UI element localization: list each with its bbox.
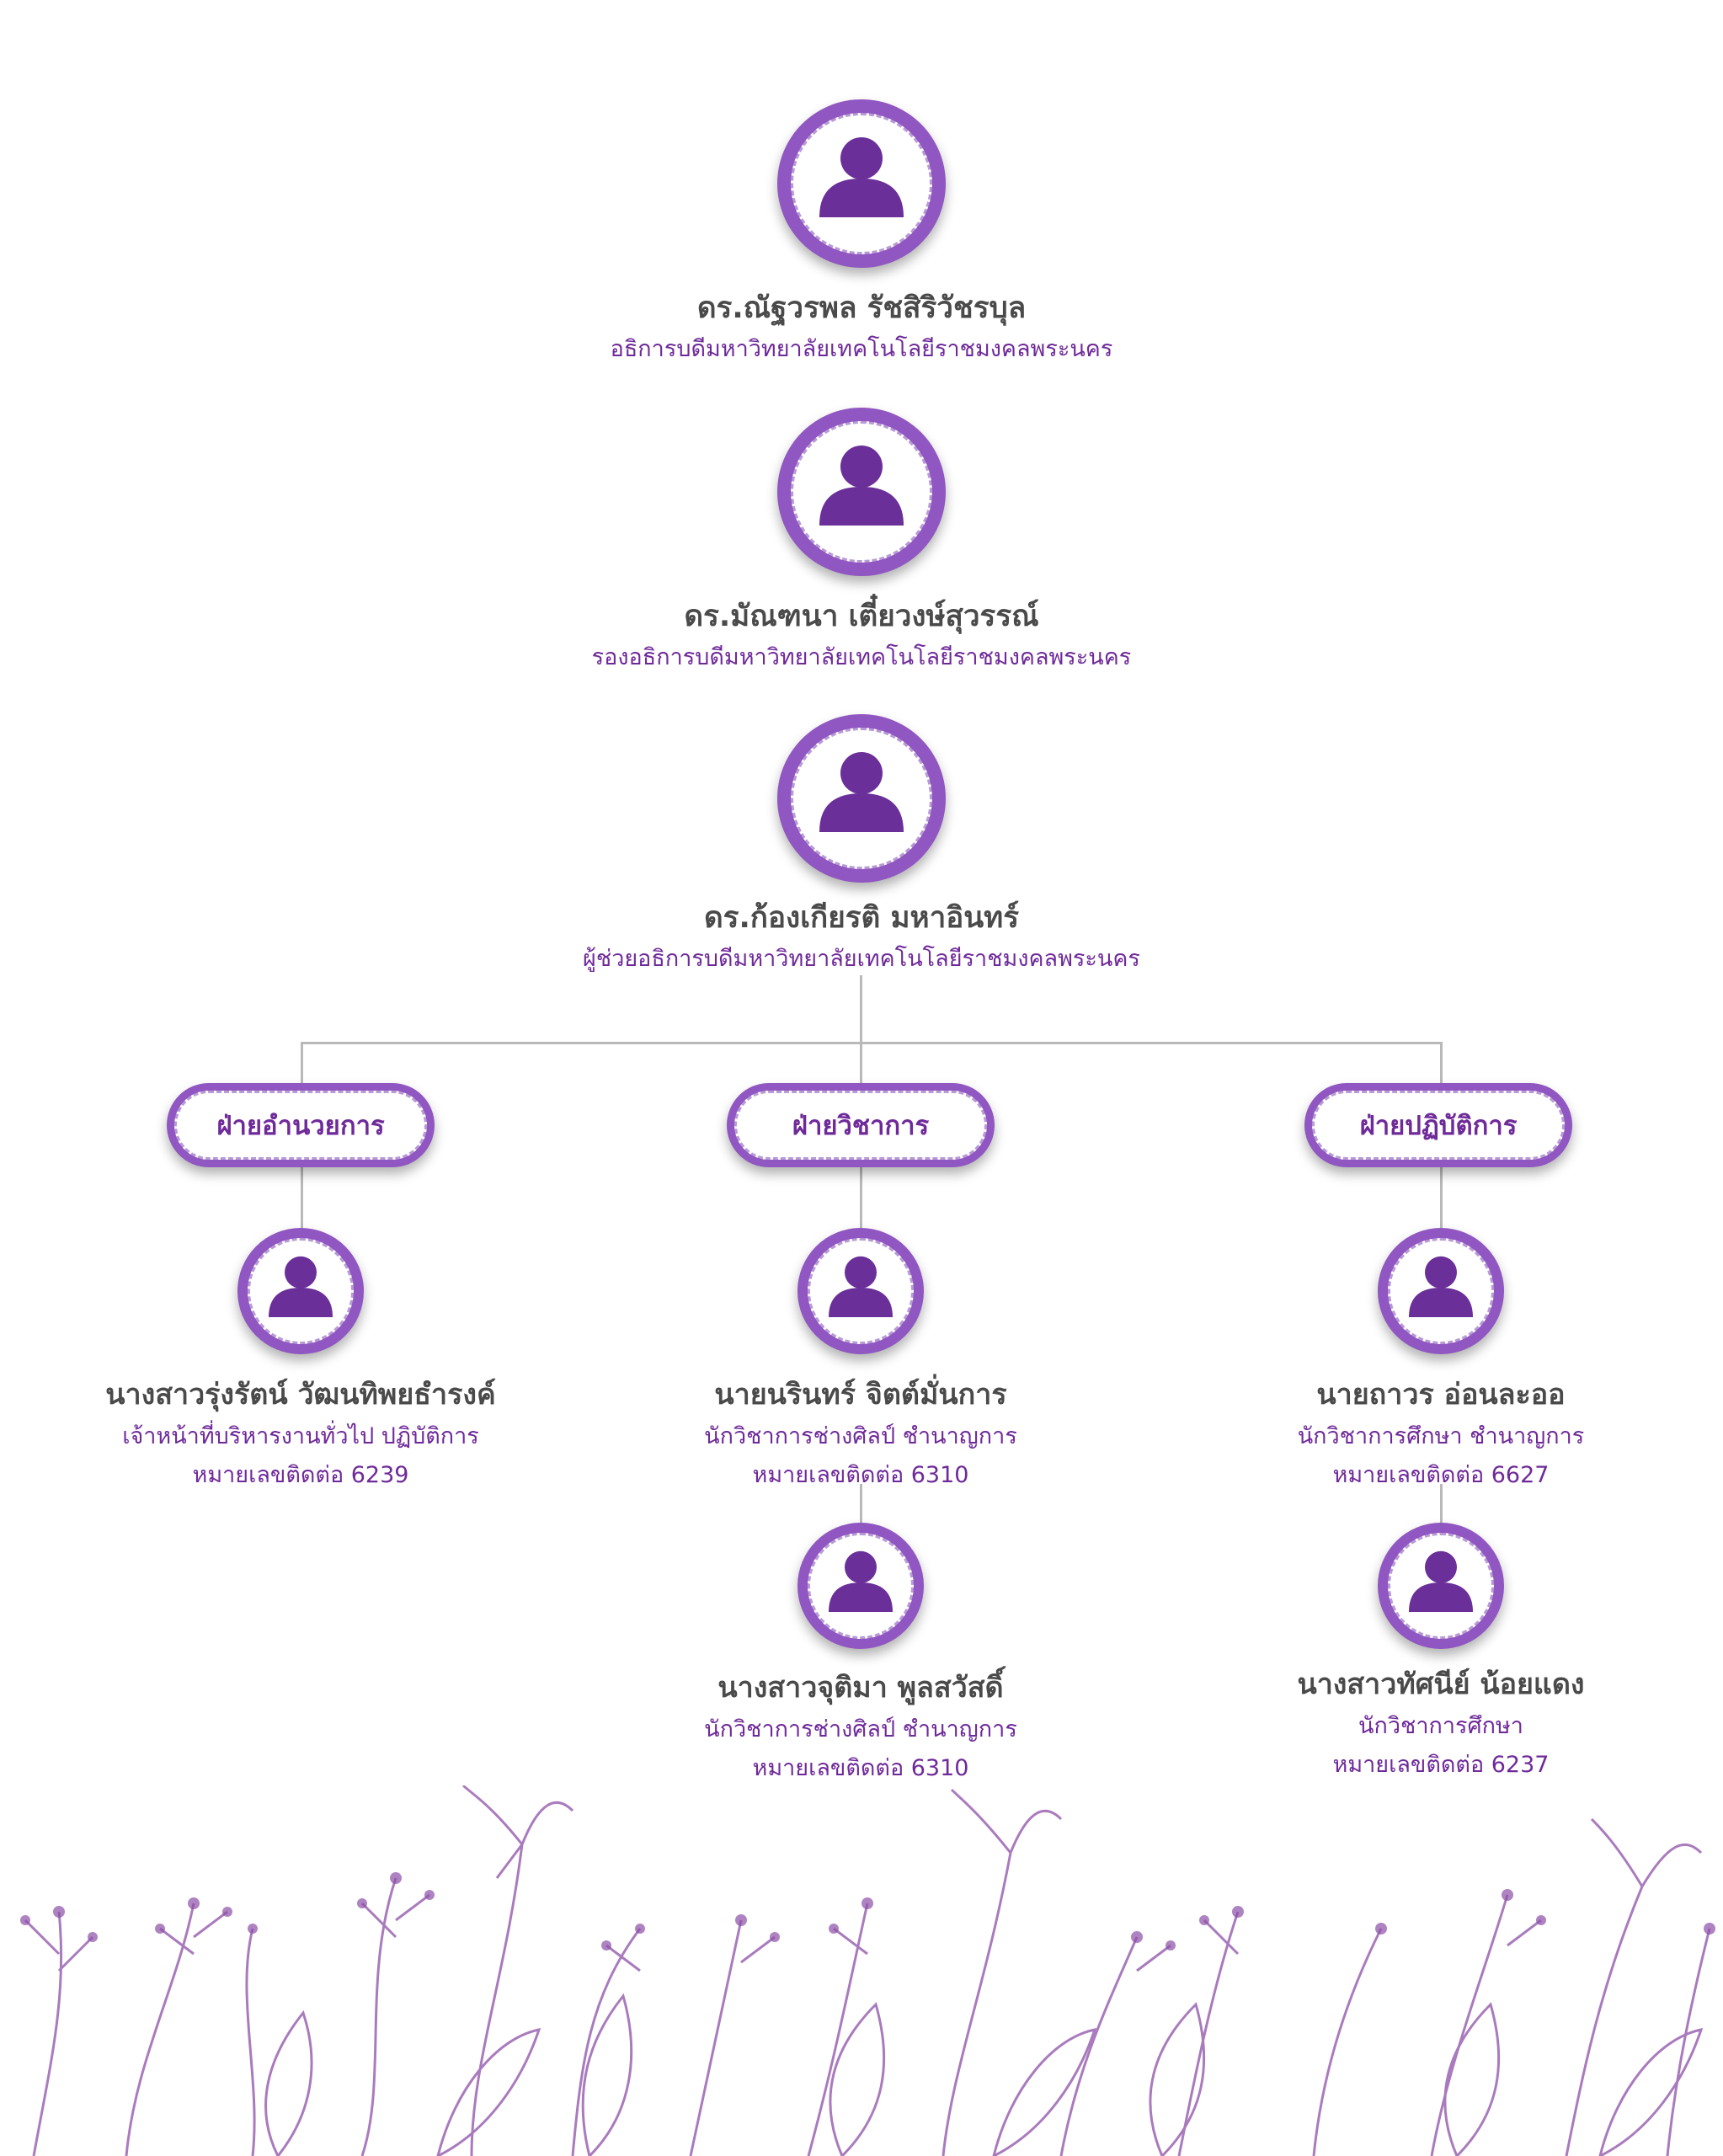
connector-drop-left [301,1042,303,1088]
person-name: ดร.มัณฑนา เตี๋ยวงษ์สุวรรณ์ [684,600,1039,633]
avatar-member [797,1228,924,1354]
person-name: นางสาวรุ่งรัตน์ วัฒนทิพยธำรงค์ [105,1378,496,1412]
user-icon [1409,1253,1473,1317]
department-admin [167,1083,435,1167]
person-title: นักวิชาการศึกษา ชำนาญการ [1297,1423,1585,1449]
avatar-member [1378,1523,1504,1649]
department-label: ฝ่ายอำนวยการ [174,1091,427,1160]
department-label: ฝ่ายปฏิบัติการ [1312,1091,1565,1160]
user-icon [269,1253,333,1317]
connector-drop-right [1440,1042,1443,1088]
person-title: รองอธิการบดีมหาวิทยาลัยเทคโนโลยีราชมงคลพระนคร [591,644,1132,670]
avatar-member [1378,1228,1504,1354]
department-academic [727,1083,995,1167]
connector-horizontal [301,1042,1443,1044]
user-icon [819,133,904,217]
person-name: นายนรินทร์ จิตต์มั่นการ [714,1378,1007,1412]
department-label: ฝ่ายวิชาการ [734,1091,987,1160]
user-icon [1409,1548,1473,1612]
department-operations [1304,1083,1572,1167]
user-icon [829,1253,893,1317]
person-title: นักวิชาการศึกษา [1358,1713,1523,1739]
person-phone: หมายเลขติดต่อ 6310 [752,1462,969,1488]
connector-trunk [860,975,862,1043]
avatar-vice-director [777,408,946,576]
floral-decoration [0,1785,1723,2156]
avatar-member [797,1523,924,1649]
person-phone: หมายเลขติดต่อ 6310 [752,1755,969,1781]
user-icon [819,748,904,832]
person-title: นักวิชาการช่างศิลป์ ชำนาญการ [704,1423,1017,1449]
person-name: ดร.ก้องเกียรติ มหาอินทร์ [703,901,1020,935]
person-name: นางสาวจุติมา พูลสวัสดิ์ [717,1671,1004,1705]
avatar-director [777,99,946,268]
connector-center-member [860,1165,862,1232]
person-name: นางสาวทัศนีย์ น้อยแดง [1297,1668,1585,1701]
person-title: นักวิชาการช่างศิลป์ ชำนาญการ [704,1716,1017,1742]
connector-left-member [301,1165,303,1232]
person-phone: หมายเลขติดต่อ 6627 [1332,1462,1550,1488]
connector-drop-center [860,1042,862,1088]
avatar-member [237,1228,364,1354]
person-title: เจ้าหน้าที่บริหารงานทั่วไป ปฏิบัติการ [122,1423,479,1449]
user-icon [819,441,904,526]
person-title: ผู้ช่วยอธิการบดีมหาวิทยาลัยเทคโนโลยีราชมงคลพระนคร [583,946,1140,972]
connector-right-member [1440,1165,1443,1232]
person-name: นายถาวร อ่อนละออ [1316,1378,1566,1412]
person-phone: หมายเลขติดต่อ 6237 [1332,1752,1550,1778]
person-phone: หมายเลขติดต่อ 6239 [192,1462,409,1488]
person-title: อธิการบดีมหาวิทยาลัยเทคโนโลยีราชมงคลพระนคร [610,336,1113,362]
person-name: ดร.ณัฐวรพล รัชสิริวัชรบุล [696,291,1027,325]
avatar-assistant-director [777,714,946,883]
user-icon [829,1548,893,1612]
